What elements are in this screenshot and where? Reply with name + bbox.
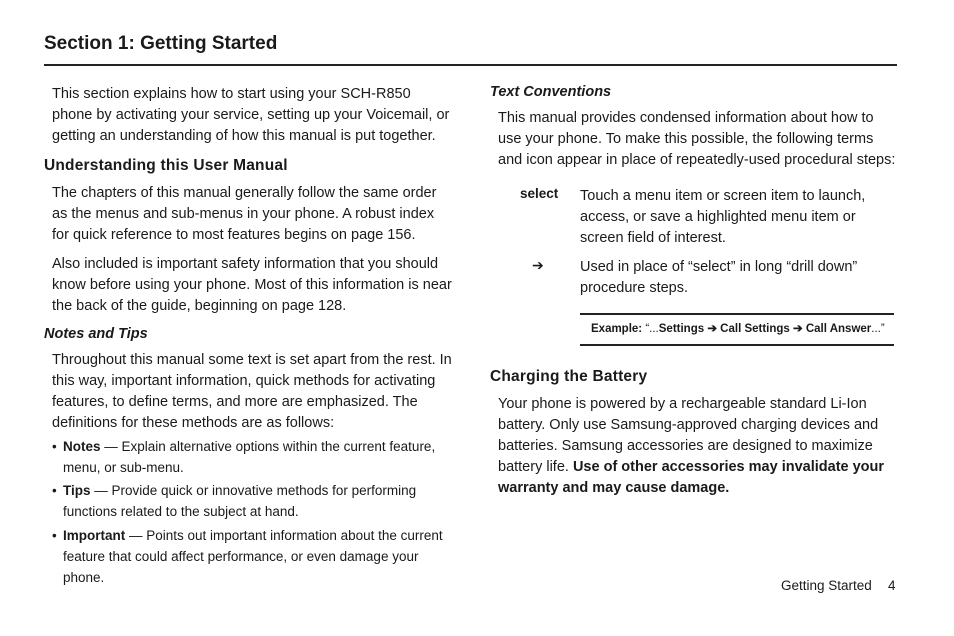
example-step-call-answer: Call Answer [805, 323, 872, 335]
text-conventions-heading: Text Conventions [490, 84, 612, 100]
bullet-term: Tips [63, 483, 91, 498]
bullet-text: — Explain alternative options within the current feature, menu, or sub-menu. [63, 439, 436, 475]
term-arrow-definition: Used in place of “select” in long “drill down” procedure steps. [580, 259, 858, 296]
definition-list [44, 436, 454, 588]
charging-text: Your phone is powered by a rechargeable standard Li-Ion battery. Only use Samsung-approved charging devices and batteries. Samsung accessories are designed to maximize battery life. [498, 396, 879, 475]
example-arrow-2: ➔ [789, 323, 806, 335]
title-divider [44, 64, 897, 66]
example-label: Example: [591, 323, 643, 335]
bullet-term: Important [63, 528, 126, 543]
list-item-notes [44, 436, 454, 478]
text-conventions-paragraph: This manual provides condensed information about how to use your phone. To make this possible, the following terms and icon appear in place of repeatedly-used procedural steps: [498, 110, 896, 168]
right-column [490, 84, 900, 499]
bullet-term: Notes [63, 439, 101, 454]
example-box [580, 313, 894, 346]
term-select: select [520, 186, 559, 201]
intro-paragraph: This section explains how to start using your SCH-R850 phone by activating your service, setting up your Voicemail, or getting an understanding of how this manual is put together. [52, 86, 450, 144]
term-row-select [498, 186, 900, 249]
page-title: Section 1: Getting Started [44, 33, 278, 54]
bullet-icon: • [52, 483, 57, 498]
example-close: ...” [871, 323, 885, 335]
example-arrow-1: ➔ [704, 323, 721, 335]
left-column [44, 84, 454, 588]
example-step-call-settings: Call Settings [720, 323, 790, 335]
example-step-settings: Settings [658, 323, 705, 335]
notes-tips-paragraph: Throughout this manual some text is set apart from the rest. In this way, important information, quick methods for activating features, to define terms, and more are emphasized. The definitions for these methods are as follows: [52, 352, 452, 431]
footer-page-number: 4 [888, 578, 896, 593]
understanding-paragraph-2: Also included is important safety information that you should know before using your phone. Most of this information is near the back of the guide, beginning on page 128. [52, 256, 452, 314]
term-row-arrow [498, 257, 900, 299]
term-select-definition: Touch a menu item or screen item to launch, access, or save a highlighted menu item or screen field of interest. [580, 188, 866, 246]
charging-heading: Charging the Battery [490, 368, 648, 385]
charging-warning: Use of other accessories may invalidate your warranty and may cause damage. [498, 459, 885, 496]
list-item-tips [44, 480, 454, 522]
bullet-text: — Provide quick or innovative methods for performing functions related to the subject at hand. [63, 483, 417, 519]
charging-paragraph [490, 394, 900, 499]
arrow-icon: ➔ [532, 257, 544, 273]
footer-section-label: Getting Started [781, 578, 872, 593]
understanding-heading: Understanding this User Manual [44, 157, 288, 174]
bullet-text: — Points out important information about the current feature that could affect performance, or even damage your phone. [63, 528, 443, 585]
bullet-icon: • [52, 528, 57, 543]
bullet-icon: • [52, 439, 57, 454]
notes-tips-heading: Notes and Tips [44, 326, 148, 342]
example-open: “... [642, 323, 659, 335]
understanding-paragraph-1: The chapters of this manual generally follow the same order as the menus and sub-menus in your phone. A robust index for quick reference to most features begins on page 156. [52, 185, 437, 243]
list-item-important [44, 525, 454, 588]
